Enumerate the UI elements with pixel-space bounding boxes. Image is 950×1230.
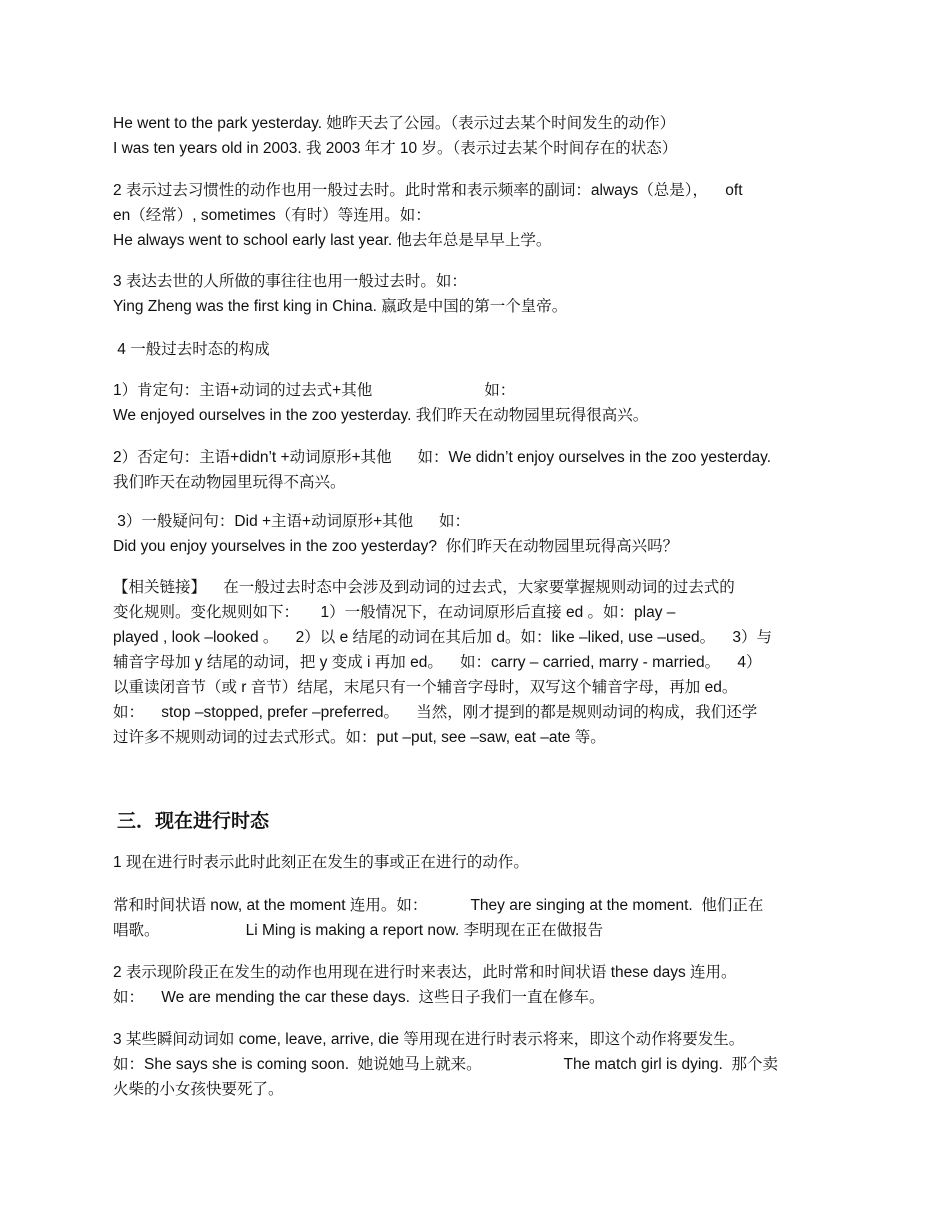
text-line: 如： We are mending the car these days. 这些日子我们一直在修车。 <box>113 989 605 1006</box>
text-line: 4 一般过去时态的构成 <box>113 341 270 358</box>
text-line: played , look –looked 。 2）以 e 结尾的动词在其后加 d。如：like –liked, use –used。 3）与 <box>113 629 772 646</box>
text-line: 2）否定句：主语+didn’t +动词原形+其他 如：We didn’t enjoy ourselves in the zoo yesterday. <box>113 449 771 466</box>
text-line: 3 某些瞬间动词如 come, leave, arrive, die 等用现在进行时表示将来，即这个动作将要发生。 <box>113 1031 745 1048</box>
text-line: He went to the park yesterday. 她昨天去了公园。（表示过去某个时间发生的动作） <box>113 115 676 132</box>
text-line: 3 表达去世的人所做的事往往也用一般过去时。如： <box>113 273 467 290</box>
paragraph-related-link <box>113 575 838 750</box>
text-line: 2 表示过去习惯性的动作也用一般过去时。此时常和表示频率的副词：always（总是）， oft <box>113 182 743 199</box>
text-line: 如：She says she is coming soon. 她说她马上就来。 The match girl is dying. 那个卖 <box>113 1056 778 1073</box>
text-line: 我们昨天在动物园里玩得不高兴。 <box>113 474 346 491</box>
paragraph-structure-title <box>113 337 838 362</box>
text-line: 1）肯定句：主语+动词的过去式+其他 如： <box>113 382 516 399</box>
paragraph-affirmative <box>113 378 838 428</box>
paragraph-negative <box>113 445 838 495</box>
text-line: He always went to school early last year. 他去年总是早早上学。 <box>113 232 552 249</box>
text-line: I was ten years old in 2003. 我 2003 年才 10 岁。（表示过去某个时间存在的状态） <box>113 140 678 157</box>
text-line: 唱歌。 Li Ming is making a report now. 李明现在正在做报告 <box>113 922 604 939</box>
text-line: We enjoyed ourselves in the zoo yesterday. 我们昨天在动物园里玩得很高兴。 <box>113 407 649 424</box>
paragraph-past-tense-examples <box>113 111 838 161</box>
text-line: 3）一般疑问句：Did +主语+动词原形+其他 如： <box>113 513 470 530</box>
text-line: 以重读闭音节（或 r 音节）结尾，末尾只有一个辅音字母时，双写这个辅音字母，再加 ed。 <box>113 679 738 696</box>
text-line: 【相关链接】 在一般过去时态中会涉及到动词的过去式，大家要掌握规则动词的过去式的 <box>113 579 735 596</box>
section-heading: 三．现在进行时态 <box>117 811 270 832</box>
text-line: 1 现在进行时表示此时此刻正在发生的事或正在进行的动作。 <box>113 854 529 871</box>
text-line: Did you enjoy yourselves in the zoo yesterday? 你们昨天在动物园里玩得高兴吗？ <box>113 538 679 555</box>
text-line: en（经常）, sometimes（有时）等连用。如： <box>113 207 431 224</box>
paragraph-habitual-past <box>113 178 838 253</box>
paragraph-present-continuous-def <box>113 850 838 875</box>
text-line: 2 表示现阶段正在发生的动作也用现在进行时来表达，此时常和时间状语 these days 连用。 <box>113 964 737 981</box>
paragraph-these-days <box>113 960 838 1010</box>
text-line: 辅音字母加 y 结尾的动词，把 y 变成 i 再加 ed。 如：carry – carried, marry - married。 4） <box>113 654 762 671</box>
text-line: 火柴的小女孩快要死了。 <box>113 1081 284 1098</box>
text-line: 如： stop –stopped, prefer –preferred。 当然，刚才提到的都是规则动词的构成，我们还学 <box>113 704 758 721</box>
text-line: Ying Zheng was the first king in China. 嬴政是中国的第一个皇帝。 <box>113 298 568 315</box>
paragraph-deceased-people <box>113 269 838 319</box>
paragraph-instant-verbs <box>113 1027 838 1102</box>
paragraph-question <box>113 509 838 559</box>
text-line: 过许多不规则动词的过去式形式。如：put –put, see –saw, eat –ate 等。 <box>113 729 606 746</box>
text-line: 常和时间状语 now, at the moment 连用。如： They are singing at the moment. 他们正在 <box>113 897 764 914</box>
text-line: 变化规则。变化规则如下： 1）一般情况下，在动词原形后直接 ed 。如：play – <box>113 604 676 621</box>
paragraph-time-adverbials <box>113 893 838 943</box>
